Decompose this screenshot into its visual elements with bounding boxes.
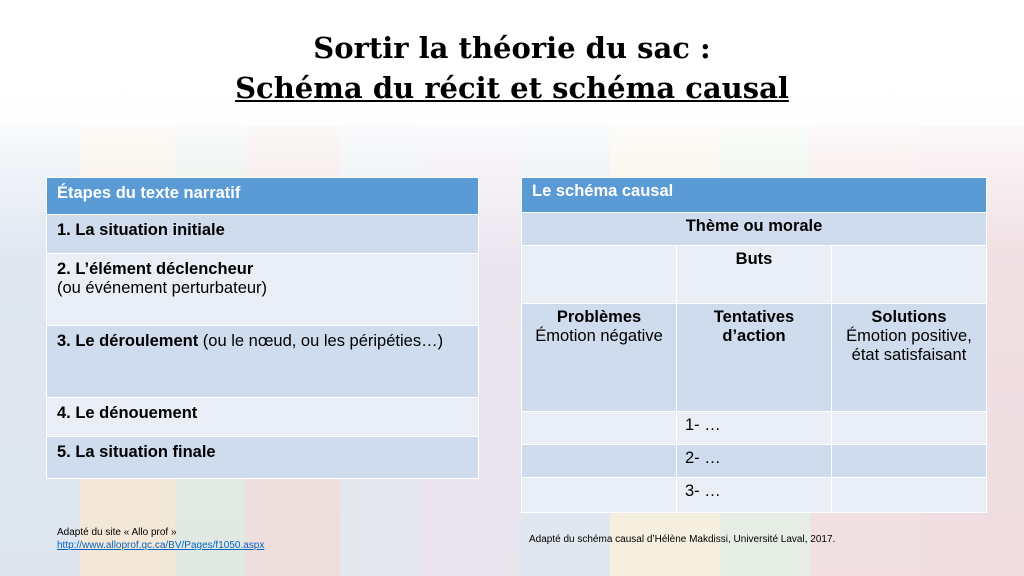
- empty-cell: [522, 445, 677, 478]
- empty-cell: [832, 246, 987, 304]
- solutions-title: Solutions: [871, 308, 947, 326]
- page-title: [0, 28, 1024, 108]
- table-row: [47, 326, 479, 398]
- step-title: 1. La situation initiale: [57, 221, 225, 239]
- solutions-sub: Émotion positive, état satisfaisant: [846, 327, 972, 364]
- table-row: [47, 398, 479, 437]
- problems-sub: Émotion négative: [535, 327, 663, 345]
- narrative-steps-header: Étapes du texte narratif: [47, 178, 479, 215]
- step-detail: (ou événement perturbateur): [57, 279, 268, 297]
- empty-cell: [522, 478, 677, 513]
- left-source-note: [57, 526, 264, 552]
- attempts-cell: [677, 304, 832, 412]
- table-row: [47, 254, 479, 326]
- title-line-2: Schéma du récit et schéma causal: [235, 71, 789, 105]
- problems-cell: [522, 304, 677, 412]
- table-row: [47, 215, 479, 254]
- step-title: 2. L’élément déclencheur: [57, 260, 254, 278]
- step-title: 3. Le déroulement: [57, 332, 199, 350]
- step-title: 5. La situation finale: [57, 443, 216, 461]
- title-line-1: Sortir la théorie du sac :: [313, 31, 711, 65]
- theme-cell: Thème ou morale: [522, 213, 987, 246]
- table-row: [47, 437, 479, 479]
- step-detail: (ou le nœud, ou les péripéties…): [198, 332, 444, 350]
- step-cell: 3- …: [677, 478, 832, 513]
- empty-cell: [522, 412, 677, 445]
- step-cell: 1- …: [677, 412, 832, 445]
- left-source-text: Adapté du site « Allo prof »: [57, 527, 177, 538]
- empty-cell: [832, 445, 987, 478]
- empty-cell: [832, 412, 987, 445]
- solutions-cell: [832, 304, 987, 412]
- causal-schema-header: Le schéma causal: [522, 178, 987, 213]
- step-cell: 2- …: [677, 445, 832, 478]
- causal-schema-table: [521, 177, 987, 513]
- step-title: 4. Le dénouement: [57, 404, 198, 422]
- goals-cell: Buts: [677, 246, 832, 304]
- problems-title: Problèmes: [556, 308, 642, 326]
- attempts-title: Tentatives d’action: [713, 308, 795, 345]
- empty-cell: [522, 246, 677, 304]
- alloprof-link[interactable]: http://www.alloprof.qc.ca/BV/Pages/f1050.aspx: [57, 540, 265, 551]
- right-source-note: Adapté du schéma causal d’Hélène Makdissi, Université Laval, 2017.: [529, 534, 836, 545]
- empty-cell: [832, 478, 987, 513]
- narrative-steps-table: [46, 177, 479, 479]
